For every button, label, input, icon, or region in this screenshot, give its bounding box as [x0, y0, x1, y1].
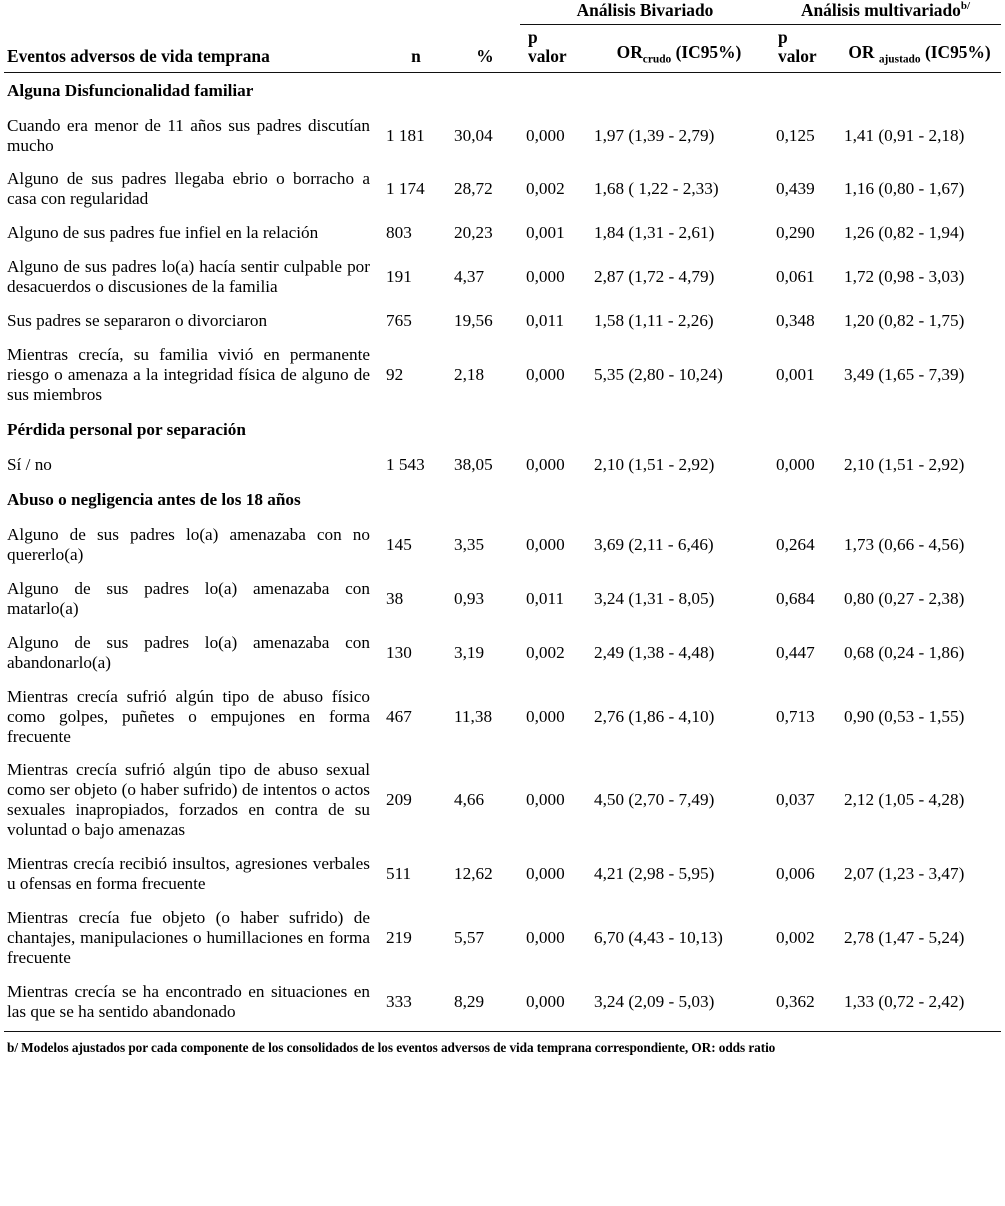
row-pct: 28,72	[454, 179, 493, 199]
adverse-events-table	[4, 0, 1001, 1029]
row-pct: 2,18	[454, 365, 485, 385]
row-p-multivariado: 0,000	[776, 454, 815, 474]
table-row	[4, 572, 1001, 626]
table-head	[4, 0, 1001, 72]
row-p-bivariado: 0,001	[526, 223, 565, 243]
row-p-multivariado: 0,348	[776, 311, 815, 331]
column-header-pct: %	[476, 45, 494, 66]
row-p-bivariado: 0,000	[526, 864, 565, 884]
row-pct: 8,29	[454, 992, 485, 1012]
row-label: Alguno de sus padres llegaba ebrio o borracho a casa con regularidad	[7, 169, 370, 209]
row-or-crudo: 3,69 (2,11 - 6,46)	[594, 534, 714, 554]
column-header-label: Eventos adversos de vida temprana	[7, 45, 270, 66]
row-label: Mientras crecía sufrió algún tipo de abuso sexual como ser objeto (o haber sufrido) de intentos o actos sexuales inapropiados, forzados en contra de su voluntad o bajo amenazas	[7, 760, 370, 840]
row-label: Alguno de sus padres lo(a) amenazaba con abandonarlo(a)	[7, 632, 370, 672]
row-label: Sus padres se separaron o divorciaron	[7, 311, 268, 331]
row-p-multivariado: 0,713	[776, 706, 815, 726]
column-header-or-crudo-main: OR	[616, 41, 643, 62]
row-or-crudo: 2,49 (1,38 - 4,48)	[594, 642, 715, 662]
row-or-crudo: 2,76 (1,86 - 4,10)	[594, 706, 715, 726]
column-header-p-bivariado	[520, 25, 588, 73]
row-n: 92	[386, 365, 404, 385]
row-or-ajustado: 2,12 (1,05 - 4,28)	[844, 790, 965, 810]
row-or-crudo: 3,24 (2,09 - 5,03)	[594, 992, 715, 1012]
section-label: Pérdida personal por separación	[7, 420, 246, 440]
row-pct: 4,66	[454, 790, 485, 810]
row-p-multivariado: 0,037	[776, 790, 815, 810]
row-n: 209	[386, 790, 412, 810]
section-label: Alguna Disfuncionalidad familiar	[4, 72, 1001, 108]
row-pct: 3,35	[454, 534, 485, 554]
row-or-ajustado: 1,73 (0,66 - 4,56)	[844, 534, 965, 554]
row-p-multivariado: 0,006	[776, 864, 815, 884]
row-n: 38	[386, 588, 404, 608]
row-n: 333	[386, 992, 412, 1012]
row-or-crudo: 1,68 ( 1,22 - 2,33)	[594, 179, 719, 199]
row-pct: 30,04	[454, 125, 493, 145]
row-p-multivariado: 0,001	[776, 365, 815, 385]
column-header-p-multivariado-line1: p	[778, 27, 788, 47]
row-p-bivariado: 0,011	[526, 588, 565, 608]
table-row	[4, 518, 1001, 572]
row-n: 511	[386, 864, 412, 884]
row-pct: 3,19	[454, 642, 485, 662]
row-p-multivariado: 0,684	[776, 588, 815, 608]
row-or-ajustado: 0,68 (0,24 - 1,86)	[844, 642, 965, 662]
table-footnote: b/ Modelos ajustados por cada componente de los consolidados de los eventos adversos de vida temprana correspondiente, OR: odds ratio	[7, 1039, 776, 1055]
row-label: Alguno de sus padres lo(a) amenazaba con matarlo(a)	[7, 578, 370, 618]
row-p-bivariado: 0,000	[526, 454, 565, 474]
row-or-ajustado: 1,16 (0,80 - 1,67)	[844, 179, 965, 199]
row-n: 803	[386, 223, 412, 243]
row-pct: 38,05	[454, 454, 493, 474]
column-header-row	[4, 25, 1001, 73]
column-header-p-bivariado-line1: p	[528, 27, 538, 47]
row-pct: 5,57	[454, 928, 485, 948]
row-p-bivariado: 0,000	[526, 928, 565, 948]
row-label: Mientras crecía fue objeto (o haber sufrido) de chantajes, manipulaciones o humillaciones en forma frecuente	[7, 908, 370, 968]
group-header-bivariado	[520, 0, 770, 25]
row-label: Mientras crecía se ha encontrado en situaciones en las que se ha sentido abandonado	[7, 982, 370, 1021]
row-p-bivariado: 0,000	[526, 534, 565, 554]
row-label: Mientras crecía sufrió algún tipo de abuso físico como golpes, puñetes o empujones en forma frecuente	[7, 686, 370, 746]
row-p-multivariado: 0,264	[776, 534, 815, 554]
row-pct: 20,23	[454, 223, 493, 243]
table-row	[4, 109, 1001, 163]
group-header-blank	[4, 0, 520, 25]
row-or-ajustado: 2,07 (1,23 - 3,47)	[844, 864, 965, 884]
row-p-bivariado: 0,002	[526, 642, 565, 662]
row-or-ajustado: 0,90 (0,53 - 1,55)	[844, 706, 965, 726]
row-label: Alguno de sus padres lo(a) amenazaba con no quererlo(a)	[7, 524, 370, 564]
column-header-n: n	[411, 45, 421, 66]
column-header-or-ajustado-main: OR	[848, 41, 875, 62]
table-row	[4, 162, 1001, 216]
group-header-bivariado-label: Análisis Bivariado	[576, 0, 714, 20]
table-row	[4, 626, 1001, 680]
row-or-crudo: 4,21 (2,98 - 5,95)	[594, 864, 715, 884]
row-or-ajustado: 1,33 (0,72 - 2,42)	[844, 992, 965, 1012]
row-pct: 0,93	[454, 588, 485, 608]
row-or-crudo: 5,35 (2,80 - 10,24)	[594, 365, 723, 385]
row-p-bivariado: 0,011	[526, 311, 565, 331]
row-label: Mientras crecía, su familia vivió en permanente riesgo o amenaza a la integridad física de alguno de sus miembros	[7, 345, 370, 405]
row-or-ajustado: 0,80 (0,27 - 2,38)	[844, 588, 965, 608]
row-n: 1 181	[386, 125, 425, 145]
row-or-crudo: 2,10 (1,51 - 2,92)	[594, 454, 715, 474]
row-p-multivariado: 0,002	[776, 928, 815, 948]
row-p-bivariado: 0,000	[526, 125, 565, 145]
row-or-crudo: 1,58 (1,11 - 2,26)	[594, 311, 714, 331]
table-row	[4, 901, 1001, 975]
row-n: 145	[386, 534, 412, 554]
row-label: Alguno de sus padres fue infiel en la relación	[7, 223, 319, 243]
row-label: Alguno de sus padres lo(a) hacía sentir culpable por desacuerdos o discusiones de la familia	[7, 257, 370, 297]
table-body	[4, 72, 1001, 1029]
row-p-multivariado: 0,290	[776, 223, 815, 243]
row-or-ajustado: 1,26 (0,82 - 1,94)	[844, 223, 965, 243]
row-n: 1 543	[386, 454, 425, 474]
row-or-crudo: 3,24 (1,31 - 8,05)	[594, 588, 715, 608]
row-label: Cuando era menor de 11 años sus padres discutían mucho	[7, 115, 370, 155]
row-n: 765	[386, 311, 412, 331]
table-row	[4, 847, 1001, 901]
table-section-row	[4, 72, 1001, 108]
group-header-row	[4, 0, 1001, 25]
row-label: Sí / no	[7, 454, 52, 474]
table-row	[4, 680, 1001, 754]
row-p-multivariado: 0,125	[776, 125, 815, 145]
row-or-ajustado: 1,41 (0,91 - 2,18)	[844, 125, 965, 145]
column-header-p-multivariado	[770, 25, 838, 73]
row-n: 219	[386, 928, 412, 948]
row-p-bivariado: 0,000	[526, 267, 565, 287]
table-section-row	[4, 482, 1001, 518]
section-label: Abuso o negligencia antes de los 18 años	[7, 489, 301, 509]
table-section-row	[4, 412, 1001, 448]
row-p-bivariado: 0,000	[526, 365, 565, 385]
column-header-or-crudo-sub: crudo	[642, 53, 672, 66]
column-header-or-crudo	[588, 25, 770, 73]
table-row	[4, 250, 1001, 304]
column-header-or-ajustado-ci: (IC95%)	[924, 41, 991, 62]
row-or-ajustado: 1,20 (0,82 - 1,75)	[844, 311, 965, 331]
footnote-marker-b: b/	[960, 0, 971, 13]
row-p-multivariado: 0,439	[776, 179, 815, 199]
column-header-or-ajustado-sub: ajustado	[878, 53, 921, 66]
row-or-crudo: 6,70 (4,43 - 10,13)	[594, 928, 723, 948]
group-header-multivariado	[770, 0, 1001, 25]
row-n: 467	[386, 706, 412, 726]
table-row	[4, 338, 1001, 412]
row-or-ajustado: 2,78 (1,47 - 5,24)	[844, 928, 965, 948]
row-p-bivariado: 0,000	[526, 706, 565, 726]
row-n: 130	[386, 642, 412, 662]
row-n: 1 174	[386, 179, 425, 199]
row-pct: 11,38	[454, 706, 493, 726]
row-p-bivariado: 0,002	[526, 179, 565, 199]
table-row	[4, 975, 1001, 1029]
row-pct: 4,37	[454, 267, 485, 287]
table-row	[4, 216, 1001, 250]
row-p-bivariado: 0,000	[526, 992, 565, 1012]
row-label: Mientras crecía recibió insultos, agresiones verbales u ofensas en forma frecuente	[7, 854, 370, 894]
row-p-multivariado: 0,447	[776, 642, 815, 662]
row-pct: 12,62	[454, 864, 493, 884]
column-header-p-bivariado-line2: valor	[528, 45, 567, 66]
row-or-crudo: 2,87 (1,72 - 4,79)	[594, 267, 715, 287]
row-pct: 19,56	[454, 311, 493, 331]
row-or-ajustado: 3,49 (1,65 - 7,39)	[844, 365, 965, 385]
row-p-multivariado: 0,061	[776, 267, 815, 287]
row-p-bivariado: 0,000	[526, 790, 565, 810]
column-header-p-multivariado-line2: valor	[778, 45, 817, 66]
row-or-ajustado: 1,72 (0,98 - 3,03)	[844, 267, 965, 287]
column-header-or-ajustado	[838, 25, 1001, 73]
row-or-ajustado: 2,10 (1,51 - 2,92)	[844, 454, 965, 474]
table-row	[4, 448, 1001, 482]
row-or-crudo: 4,50 (2,70 - 7,49)	[594, 790, 715, 810]
row-p-multivariado: 0,362	[776, 992, 815, 1012]
table-row	[4, 753, 1001, 847]
row-or-crudo: 1,84 (1,31 - 2,61)	[594, 223, 715, 243]
column-header-or-crudo-ci: (IC95%)	[675, 41, 742, 62]
table-row	[4, 304, 1001, 338]
group-header-multivariado-label: Análisis multivariado	[800, 0, 961, 20]
row-or-crudo: 1,97 (1,39 - 2,79)	[594, 125, 715, 145]
row-n: 191	[386, 267, 412, 287]
